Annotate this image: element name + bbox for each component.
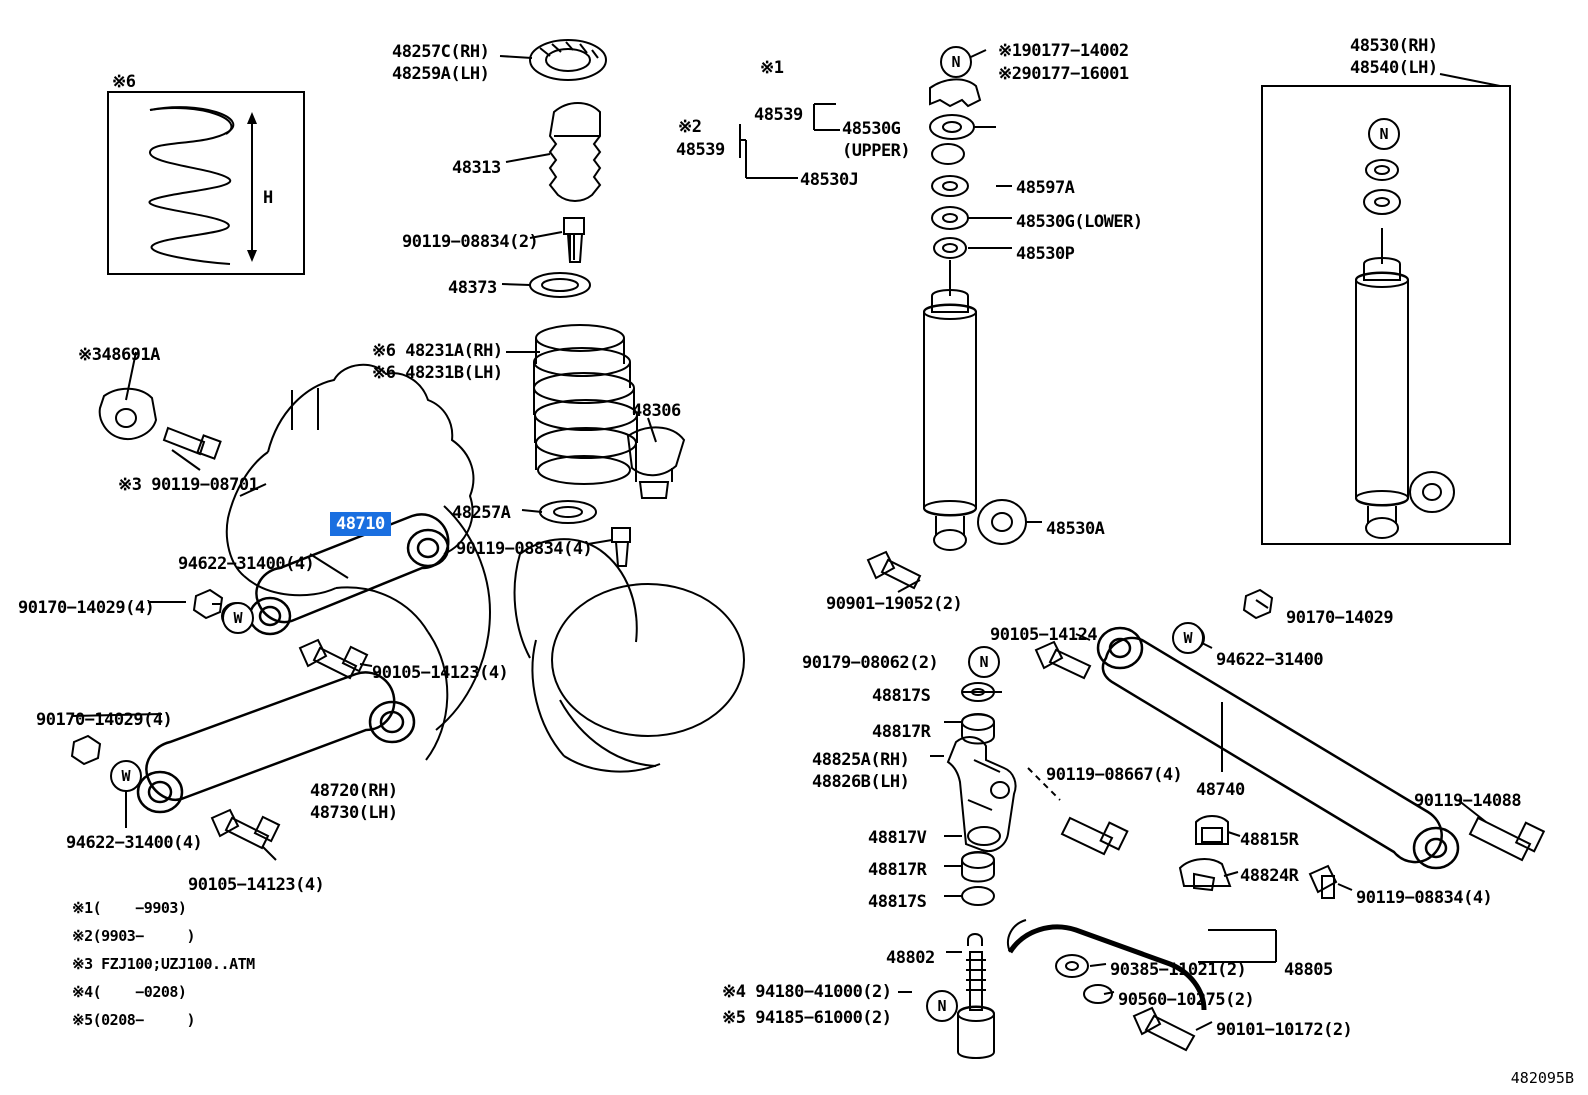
label-48597A: 48597A <box>1016 178 1075 198</box>
label-48259A: 48259A(LH) <box>392 64 490 84</box>
label-48817S-2: 48817S <box>868 892 927 912</box>
label-48530RH: 48530(RH) <box>1350 36 1438 56</box>
label-48257A: 48257A <box>452 503 511 523</box>
label-190177-14002: ※190177−14002 <box>998 41 1129 61</box>
label-48815R: 48815R <box>1240 830 1299 850</box>
label-90105-14123-upper: 90105−14123(4) <box>372 663 509 683</box>
label-48257C: 48257C(RH) <box>392 42 490 62</box>
footnote-1: ※1( −9903) <box>72 899 187 917</box>
label-48313: 48313 <box>452 158 501 178</box>
label-48826B: 48826B(LH) <box>812 772 910 792</box>
label-90105-14124: 90105−14124 <box>990 625 1098 645</box>
label-48825A: 48825A(RH) <box>812 750 910 770</box>
label-90119-14088: 90119−14088 <box>1414 791 1522 811</box>
footnote-3: ※3 FZJ100;UZJ100..ATM <box>72 955 255 973</box>
label-90119-08834-4: 90119−08834(4) <box>456 539 593 559</box>
label-90901-19052: 90901−19052(2) <box>826 594 963 614</box>
label-note6-marker: ※6 <box>112 72 136 92</box>
diagram-code: 482095B <box>1510 1069 1574 1087</box>
label-48817R-2: 48817R <box>868 860 927 880</box>
label-94622-31400-upper: 94622−31400(4) <box>178 554 315 574</box>
highlighted-part-48710[interactable]: 48710 <box>330 512 391 536</box>
label-48530G-upper: 48530G <box>842 119 901 139</box>
label-48530G-upper-sub: (UPPER) <box>842 141 911 161</box>
label-48530A: 48530A <box>1046 519 1105 539</box>
label-48530P: 48530P <box>1016 244 1075 264</box>
label-48817V: 48817V <box>868 828 927 848</box>
label-note2-marker: ※2 <box>678 117 702 137</box>
n-circle-bottom: N <box>926 990 958 1022</box>
label-note5: ※5 94185−61000(2) <box>722 1008 892 1028</box>
label-48824R: 48824R <box>1240 866 1299 886</box>
label-290177-16001: ※290177−16001 <box>998 64 1129 84</box>
label-48817R-1: 48817R <box>872 722 931 742</box>
label-spring-h: H <box>263 188 273 208</box>
label-94622-31400-right: 94622−31400 <box>1216 650 1324 670</box>
footnote-5: ※5(0208− ) <box>72 1011 195 1029</box>
label-90179-08062: 90179−08062(2) <box>802 653 939 673</box>
label-348691A: ※348691A <box>78 345 160 365</box>
label-note1-marker: ※1 <box>760 58 784 78</box>
label-48530G-lower: 48530G(LOWER) <box>1016 212 1143 232</box>
label-390119-08701: ※3 90119−08701 <box>118 475 259 495</box>
label-48530J: 48530J <box>800 170 859 190</box>
footnote-2: ※2(9903− ) <box>72 927 195 945</box>
label-90101-10172: 90101−10172(2) <box>1216 1020 1353 1040</box>
label-48373: 48373 <box>448 278 497 298</box>
label-48805: 48805 <box>1284 960 1333 980</box>
label-48306: 48306 <box>632 401 681 421</box>
label-48539-b: 48539 <box>676 140 725 160</box>
n-circle-top: N <box>940 46 972 78</box>
label-48231B: ※6 48231B(LH) <box>372 363 503 383</box>
w-circle-upper: W <box>222 602 254 634</box>
w-circle-right: W <box>1172 622 1204 654</box>
label-90170-14029-lower: 90170−14029(4) <box>36 710 173 730</box>
label-90105-14123-lower: 90105−14123(4) <box>188 875 325 895</box>
label-48817S-1: 48817S <box>872 686 931 706</box>
label-90170-14029-right: 90170−14029 <box>1286 608 1394 628</box>
label-48802: 48802 <box>886 948 935 968</box>
footnote-4: ※4( −0208) <box>72 983 187 1001</box>
label-90170-14029-upper: 90170−14029(4) <box>18 598 155 618</box>
label-90385-11021: 90385−11021(2) <box>1110 960 1247 980</box>
label-90119-08834-2: 90119−08834(2) <box>402 232 539 252</box>
label-48540LH: 48540(LH) <box>1350 58 1438 78</box>
label-48740: 48740 <box>1196 780 1245 800</box>
n-circle-panel: N <box>1368 118 1400 150</box>
label-48720RH: 48720(RH) <box>310 781 398 801</box>
label-94622-31400-lower: 94622−31400(4) <box>66 833 203 853</box>
label-48231A: ※6 48231A(RH) <box>372 341 503 361</box>
label-90560-10275: 90560−10275(2) <box>1118 990 1255 1010</box>
label-90119-08834-right: 90119−08834(4) <box>1356 888 1493 908</box>
n-circle-right: N <box>968 646 1000 678</box>
w-circle-lower: W <box>110 760 142 792</box>
label-48539-a: 48539 <box>754 105 803 125</box>
label-48730LH: 48730(LH) <box>310 803 398 823</box>
label-90119-08667: 90119−08667(4) <box>1046 765 1183 785</box>
label-note4: ※4 94180−41000(2) <box>722 982 892 1002</box>
